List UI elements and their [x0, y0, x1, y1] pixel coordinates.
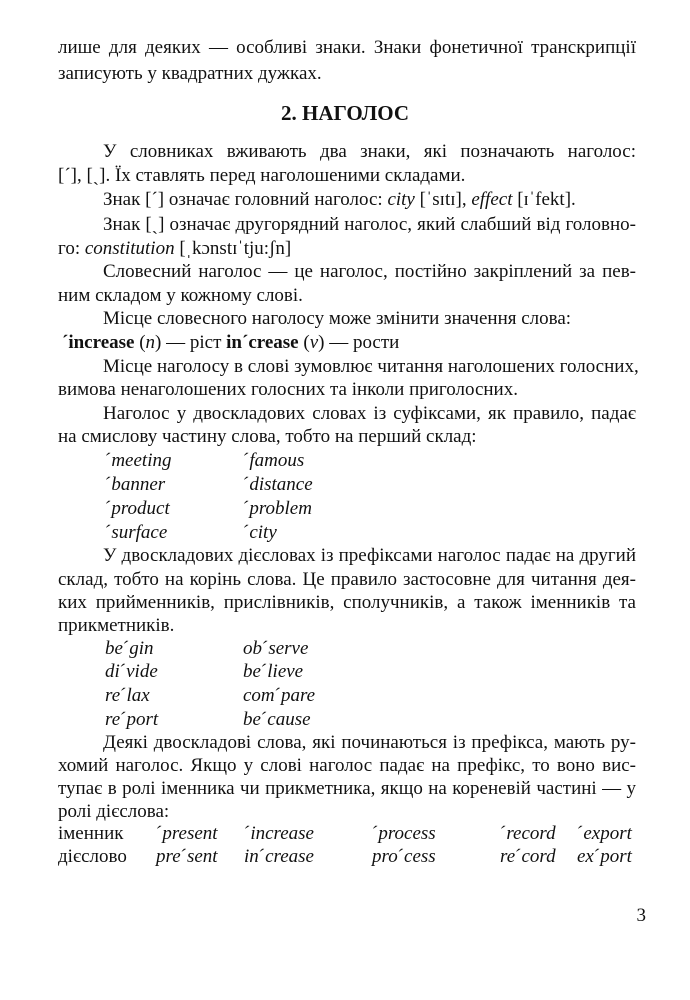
suffix-word: ˊfamous [243, 450, 305, 471]
intro-line-2: записують у квадратних дужках. [58, 63, 322, 84]
noun-word: ˊrecord [500, 823, 556, 844]
verb-word: preˊsent [156, 846, 218, 867]
p6-line-2: вимова ненаголошених голосних та інколи приголосних. [58, 379, 518, 400]
verb-word: reˊcord [500, 846, 556, 867]
noun-word: ˊexport [577, 823, 632, 844]
suffix-word: ˊdistance [243, 474, 313, 495]
p5-gloss-1: — ріст [161, 332, 227, 353]
p2-line [103, 188, 576, 211]
prefix-word: reˊlax [105, 685, 150, 706]
verb-label: дієслово [58, 846, 127, 867]
p2-example-2: effect [471, 189, 513, 210]
p4-line-1: Словесний наголос — це наголос, постійно закріплений за пев- [103, 261, 636, 282]
p7-line-1: Наголос у двоскладових словах із суфіксами, як правило, падає [103, 403, 636, 424]
prefix-word: comˊpare [243, 685, 316, 706]
page-number: 3 [636, 905, 646, 926]
p3-transcription: [ˌkɔnstɪˈtju:ʃn] [174, 238, 292, 259]
p1-line-2: [ˊ], [ˏ]. Їх ставлять перед наголошеними складами. [58, 165, 466, 186]
p8-line-2: склад, тобто на корінь слова. Це правило застосовне для читання дея- [58, 569, 636, 590]
p8-line-1: У двоскладових дієсловах із префіксами наголос падає на другий [103, 545, 636, 566]
prefix-word: beˊcause [243, 709, 311, 730]
section-heading: 2. НАГОЛОС [280, 101, 410, 125]
p9-line-2: хомий наголос. Якщо у слові наголос падає на префікс, то воно вис- [58, 755, 636, 776]
verb-word: inˊcrease [244, 846, 314, 867]
suffix-word: ˊbanner [105, 474, 166, 495]
p6-line-1: Місце наголосу в слові зумовлює читання наголошених голосних, [103, 356, 639, 377]
prefix-word: beˊgin [105, 638, 154, 659]
p2-lead: Знак [ˊ] означає головний наголос: [103, 189, 388, 210]
p5-word-1: ˊincrease [62, 332, 135, 353]
prefix-word: obˊserve [243, 638, 309, 659]
suffix-word: ˊmeeting [105, 450, 172, 471]
p5-word-2: inˊcrease [226, 332, 299, 353]
p2-example-1: city [387, 189, 415, 210]
suffix-word: ˊcity [243, 522, 277, 543]
p8-line-4: прикметників. [58, 615, 175, 636]
verb-word: proˊcess [372, 846, 436, 867]
prefix-word: beˊlieve [243, 661, 304, 682]
p7-line-2: на смислову частину слова, тобто на перший склад: [58, 426, 477, 447]
p5-pos-1: n [145, 332, 156, 353]
p5-pos-2: v [309, 332, 319, 353]
noun-label: іменник [58, 823, 124, 844]
p8-line-3: ких прийменників, прислівників, сполучників, а також іменників та [58, 592, 636, 613]
p9-line-4: ролі дієслова: [58, 801, 170, 822]
p3-line-1: Знак [ˏ] означає другорядний наголос, який слабший від головно- [103, 214, 636, 235]
suffix-word: ˊproduct [105, 498, 170, 519]
noun-word: ˊprocess [372, 823, 436, 844]
p5-line-1: Місце словесного наголосу може змінити значення слова: [103, 308, 572, 329]
noun-word: ˊincrease [244, 823, 314, 844]
p3-example: constitution [84, 238, 175, 259]
p2-transcription-1: [ˈsɪtɪ], [414, 189, 472, 210]
suffix-word: ˊproblem [243, 498, 312, 519]
p5-line-2: ˊincrease (n) — ріст inˊcrease (v) — рости [62, 332, 400, 353]
p3-line-2 [58, 237, 291, 260]
suffix-word: ˊsurface [105, 522, 168, 543]
p1-line-1: У словниках вживають два знаки, які позначають наголос: [103, 141, 636, 162]
p4-line-2: ним складом у кожному слові. [58, 285, 303, 306]
verb-word: exˊport [577, 846, 632, 867]
prefix-word: reˊport [105, 709, 159, 730]
prefix-word: diˊvide [105, 661, 158, 682]
p2-transcription-2: [ɪˈfekt]. [512, 189, 576, 210]
intro-line-1: лише для деяких — особливі знаки. Знаки фонетичної транскрипції [58, 37, 636, 58]
p3-lead: го: [58, 238, 85, 259]
noun-word: ˊpresent [156, 823, 218, 844]
p9-line-3: тупає в ролі іменника чи прикметника, якщо на кореневій частині — у [58, 778, 636, 799]
p9-line-1: Деякі двоскладові слова, які починаються із префікса, мають ру- [103, 732, 636, 753]
p5-gloss-2: — рости [324, 332, 400, 353]
